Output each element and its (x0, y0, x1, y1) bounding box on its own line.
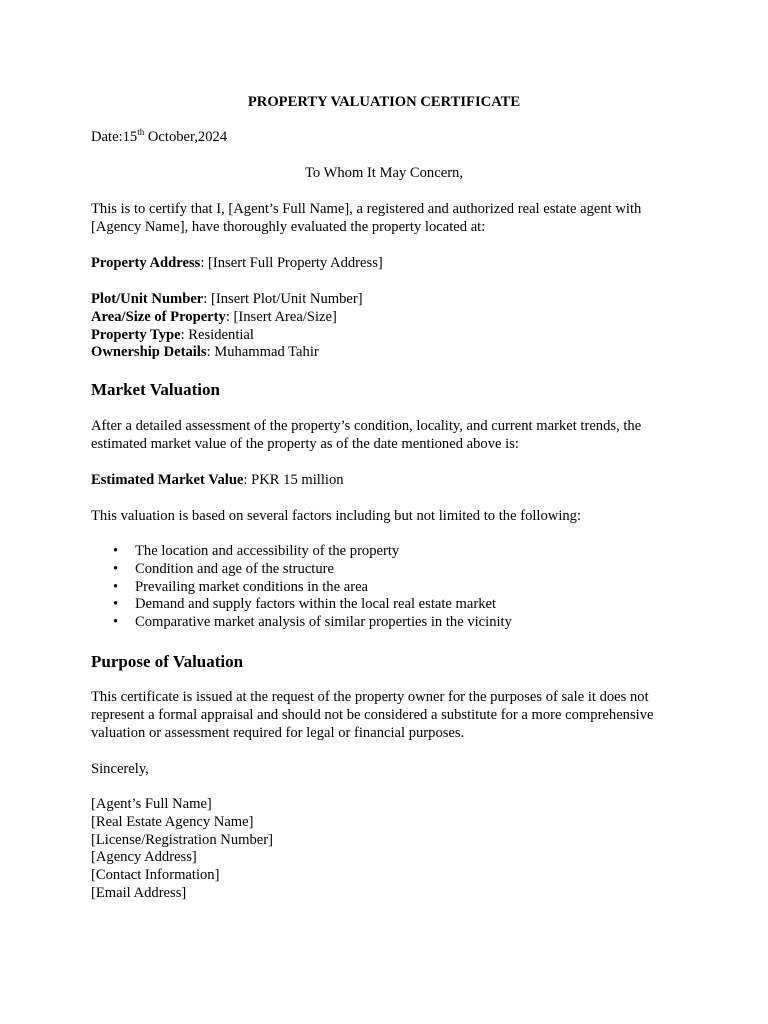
detail-value: : Residential (180, 326, 254, 343)
detail-value: : [Insert Area/Size] (225, 308, 337, 325)
bullet-icon: • (113, 596, 119, 613)
detail-value: : [Insert Plot/Unit Number] (203, 291, 363, 307)
detail-label: Property Type (91, 326, 181, 343)
factor-text: Condition and age of the structure (135, 560, 334, 577)
detail-label: Ownership Details (91, 344, 207, 361)
factors-intro: This valuation is based on several factors including but not limited to the following: (91, 508, 582, 524)
detail-row (91, 309, 363, 327)
signature-line: [Contact Information] (91, 867, 220, 884)
bullet-icon: • (113, 614, 119, 631)
purpose-heading: Purpose of Valuation (91, 652, 244, 671)
purpose-paragraph: This certificate is issued at the request of the property owner for the purposes of sale it does not represent a formal appraisal and should not be considered a substitute for a more comprehensive valuation or assessment required for legal or financial purposes. (91, 689, 654, 741)
signature-line: [Agent’s Full Name] (91, 796, 212, 812)
factors-list (91, 543, 512, 632)
detail-value: : Muhammad Tahir (206, 344, 319, 361)
document-title: PROPERTY VALUATION CERTIFICATE (247, 94, 521, 110)
list-item (91, 614, 512, 632)
list-item (91, 543, 512, 561)
market-valuation-paragraph: After a detailed assessment of the property’s condition, locality, and current market trends, the estimated market value of the property as of the date mentioned above is: (91, 418, 642, 452)
estimate-label: Estimated Market Value (91, 472, 244, 488)
greeting: To Whom It May Concern, (305, 165, 463, 181)
date-superscript: th (137, 127, 145, 138)
date-suffix: October,2024 (144, 129, 228, 145)
detail-label: Plot/Unit Number (91, 291, 204, 307)
document-date (91, 129, 227, 147)
property-details (91, 291, 363, 362)
date-prefix: Date:15 (91, 129, 138, 145)
list-item (91, 579, 512, 597)
market-valuation-heading: Market Valuation (91, 380, 220, 399)
estimate-value: : PKR 15 million (243, 472, 344, 488)
signature-line: [Real Estate Agency Name] (91, 813, 254, 830)
detail-row (91, 291, 363, 309)
signature-line: [Email Address] (91, 884, 187, 901)
closing: Sincerely, (91, 761, 149, 777)
factor-text: Comparative market analysis of similar properties in the vicinity (135, 614, 512, 631)
factor-text: Demand and supply factors within the local real estate market (135, 596, 497, 613)
bullet-icon: • (113, 578, 119, 595)
bullet-icon: • (113, 560, 119, 577)
factor-text: Prevailing market conditions in the area (135, 578, 369, 595)
list-item (91, 561, 512, 579)
signature-line: [Agency Address] (91, 849, 197, 866)
signature-line: [License/Registration Number] (91, 831, 273, 848)
intro-paragraph: This is to certify that I, [Agent’s Full Name], a registered and authorized real estate agent with [Agency Name], have thoroughly evaluated the property located at: (91, 201, 642, 235)
property-address (91, 255, 383, 273)
detail-row (91, 344, 363, 362)
property-address-value: : [Insert Full Property Address] (200, 255, 383, 271)
list-item (91, 596, 512, 614)
detail-label: Area/Size of Property (91, 308, 226, 325)
bullet-icon: • (113, 543, 119, 559)
property-address-label: Property Address (91, 255, 201, 271)
signature-block (91, 796, 273, 903)
detail-row (91, 327, 363, 345)
factor-text: The location and accessibility of the property (135, 543, 400, 559)
estimated-market-value (91, 472, 344, 490)
